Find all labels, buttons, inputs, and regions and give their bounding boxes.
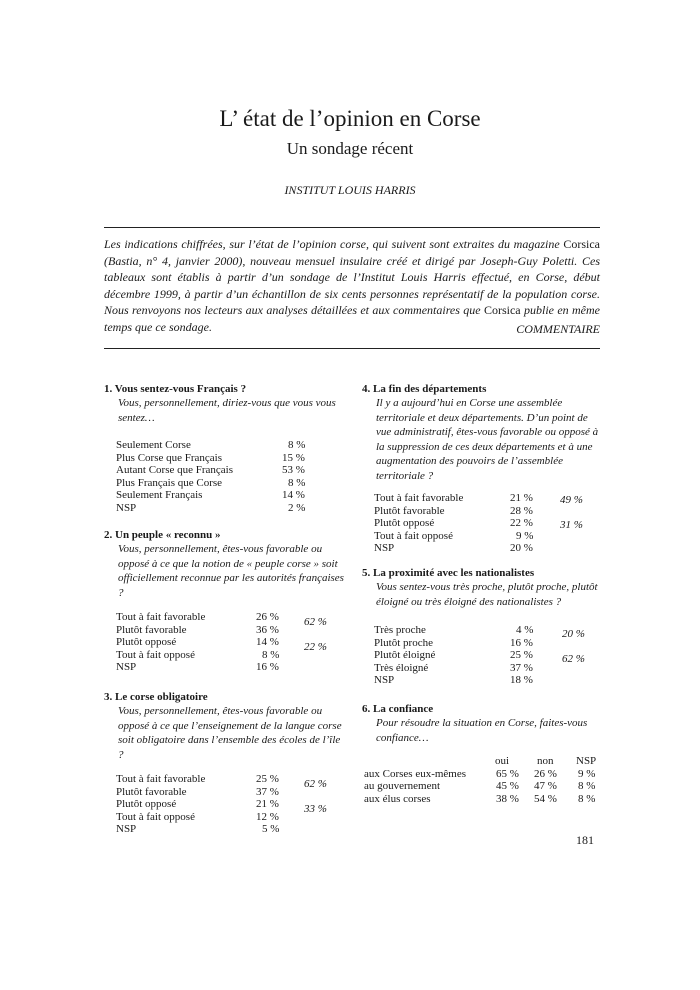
section-question: Pour résoudre la situation en Corse, faites-vous confiance…: [376, 717, 588, 744]
table-row: aux Corses eux-mêmes 65 % 26 % 9 %: [364, 767, 596, 780]
intro-text-2: (Bastia, n° 4, janvier 2000), nouveau mensuel insulaire créé et dirigé par Joseph-Guy Poletti. Ces tableaux sont établis à partir d’un sondage de l’Institut Louis Harris effectué, en Corse, début décembre 1999, à partir d’un échantillon de six cents personnes représentatif de la population corse. Nous renvoyons nos lecteurs aux analyses détaillées et aux commentaires que: [104, 253, 600, 317]
bottom-rule: [104, 348, 600, 349]
table-row: NSP 20 %: [374, 542, 533, 554]
page-number: 181: [576, 833, 594, 847]
table-row: au gouvernement 45 % 47 % 8 %: [364, 780, 596, 792]
column-header: non: [537, 755, 554, 767]
group-total: 62 %: [304, 778, 327, 790]
section-title: 1. Vous sentez-vous Français ?: [104, 383, 247, 395]
top-rule: [104, 227, 600, 228]
section-question: Vous, personnellement, êtes-vous favorable ou opposé à ce que l’enseignement de la langue corse soit obligatoire dans l’ensemble des écoles de l’île ?: [118, 705, 342, 761]
table-row: NSP 18 %: [374, 674, 533, 686]
table-row: Plutôt proche 16 %: [374, 636, 533, 649]
results-table: [362, 624, 602, 687]
intro-text-3: publie en même temps que ce sondage.: [104, 303, 601, 334]
table-row: Seulement Français 14 %: [116, 489, 305, 501]
table-row: Plutôt éloigné 25 %: [374, 649, 533, 661]
section-4: [362, 382, 602, 555]
section-question: Vous, personnellement, diriez-vous que vous vous sentez…: [118, 397, 336, 424]
table-row: aux élus corses 38 % 54 % 8 %: [364, 792, 596, 805]
table-row: NSP 2 %: [116, 501, 306, 514]
table-row: Plus Corse que Français 15 %: [116, 451, 305, 464]
table-header: [362, 755, 602, 768]
section-question: Il y a aujourd’hui en Corse une assemblée territoriale et deux départements. D’un point de vue administratif, êtes-vous favorable ou opposé à la suppression de ces deux départements et à une augmentation des pouvoirs de l’assemblée territoriale ?: [376, 397, 599, 482]
section-5: [362, 566, 602, 687]
results-table: [104, 611, 344, 674]
column-header: NSP: [576, 755, 597, 767]
table-row: Plutôt opposé 21 %: [116, 798, 279, 810]
table-row: Tout à fait favorable 26 %: [116, 611, 279, 623]
confidence-table: [362, 755, 602, 805]
table-row: Tout à fait favorable 25 %: [116, 773, 279, 785]
table-row: Tout à fait opposé 9 %: [374, 529, 534, 542]
table-row: Plutôt favorable 37 %: [116, 785, 279, 798]
section-1: [104, 382, 344, 514]
results-table: [104, 773, 344, 836]
group-total: 49 %: [560, 494, 583, 506]
section-title: 3. Le corse obligatoire: [104, 691, 208, 703]
section-2: [104, 528, 344, 674]
magazine-name: Corsica: [483, 303, 521, 317]
intro-text-1: Les indications chiffrées, sur l’état de l’opinion corse, qui suivent sont extraites du magazine: [104, 237, 564, 251]
table-row: Plutôt opposé 14 %: [116, 636, 279, 648]
column-header: oui: [495, 755, 510, 767]
group-total: 20 %: [562, 628, 585, 640]
group-total: 22 %: [304, 641, 327, 653]
table-row: Tout à fait opposé 8 %: [116, 648, 280, 661]
results-table: [362, 492, 602, 555]
table-row: Tout à fait opposé 12 %: [116, 810, 279, 823]
group-total: 33 %: [304, 803, 327, 815]
table-row: Tout à fait favorable 21 %: [374, 492, 533, 504]
results-table: [104, 439, 344, 514]
page-title: L’ état de l’opinion en Corse: [219, 106, 481, 131]
section-title: 2. Un peuple « reconnu »: [104, 529, 221, 541]
section-question: Vous, personnellement, êtes-vous favorable ou opposé à ce que la notion de « peuple corse » soit officiellement reconnue par les autorités françaises ?: [118, 543, 344, 599]
commentaire-label: COMMENTAIRE: [516, 322, 600, 336]
group-total: 31 %: [560, 519, 583, 531]
table-row: NSP 5 %: [116, 823, 280, 835]
table-row: Très proche 4 %: [374, 624, 534, 636]
section-title: 4. La fin des départements: [362, 383, 487, 395]
section-6: [362, 702, 602, 805]
table-row: Plus Français que Corse 8 %: [116, 476, 306, 489]
table-row: Plutôt favorable 36 %: [116, 623, 279, 636]
table-row: Autant Corse que Français 53 %: [116, 464, 305, 476]
group-total: 62 %: [304, 616, 327, 628]
section-title: 5. La proximité avec les nationalistes: [362, 567, 535, 579]
section-3: [104, 690, 344, 836]
section-title: 6. La confiance: [362, 703, 434, 715]
table-row: Seulement Corse 8 %: [116, 439, 306, 451]
table-row: Plutôt opposé 22 %: [374, 517, 533, 529]
author: INSTITUT LOUIS HARRIS: [284, 183, 416, 197]
section-question: Vous sentez-vous très proche, plutôt proche, plutôt éloigné ou très éloigné des nationalistes ?: [376, 581, 598, 608]
group-total: 62 %: [562, 653, 585, 665]
table-row: Très éloigné 37 %: [374, 661, 533, 674]
intro-paragraph: [104, 236, 600, 335]
table-row: NSP 16 %: [116, 661, 279, 673]
page-subtitle: Un sondage récent: [286, 139, 414, 158]
table-row: Plutôt favorable 28 %: [374, 504, 533, 517]
magazine-name: Corsica: [563, 237, 600, 251]
